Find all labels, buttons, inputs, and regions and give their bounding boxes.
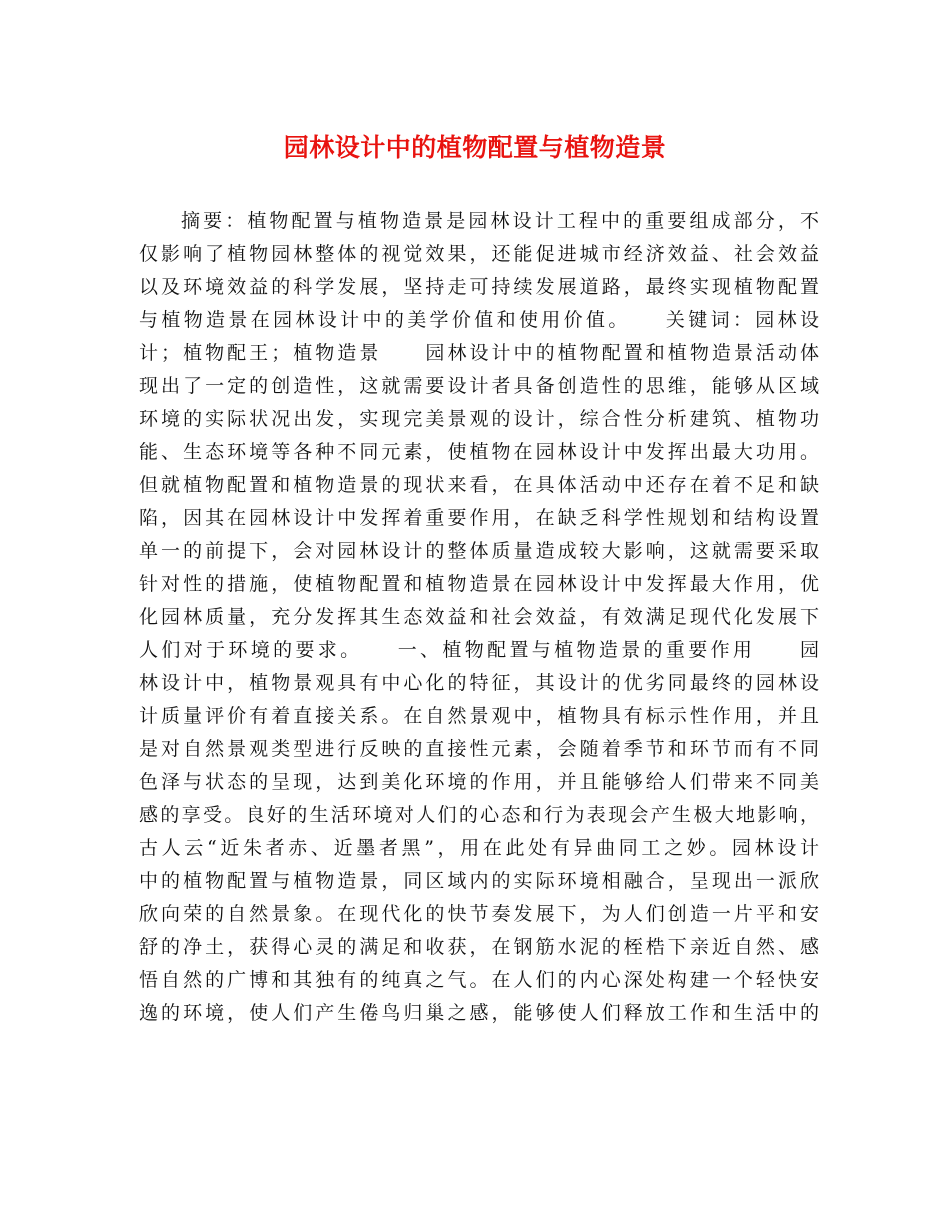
body-line: 摘要：植物配置与植物造景是园林设计工程中的重要组成部分，不 [181,210,819,232]
body-line: 陷，因其在园林设计中发挥着重要作用，在缺乏科学性规划和结构设置 [139,507,819,529]
body-line: 计；植物配王；植物造景 园林设计中的植物配置和植物造景活动体 [139,342,819,364]
body-line: 中的植物配置与植物造景，同区域内的实际环境相融合，呈现出一派欣 [139,870,819,892]
body-line: 是对自然景观类型进行反映的直接性元素，会随着季节和环节而有不同 [139,738,819,760]
body-line: 逸的环境，使人们产生倦鸟归巢之感，能够使人们释放工作和生活中的 [139,1002,819,1024]
body-line: 悟自然的广博和其独有的纯真之气。在人们的内心深处构建一个轻快安 [139,969,819,991]
body-line: 能、生态环境等各种不同元素，使植物在园林设计中发挥出最大功用。 [139,441,819,463]
body-line: 环境的实际状况出发，实现完美景观的设计，综合性分析建筑、植物功 [139,408,819,430]
body-line: 但就植物配置和植物造景的现状来看，在具体活动中还存在着不足和缺 [139,474,819,496]
body-line: 针对性的措施，使植物配置和植物造景在园林设计中发挥最大作用，优 [139,573,819,595]
body-line: 化园林质量，充分发挥其生态效益和社会效益，有效满足现代化发展下 [139,606,819,628]
body-line: 舒的净土，获得心灵的满足和收获，在钢筋水泥的桎梏下亲近自然、感 [139,936,819,958]
body-line: 单一的前提下，会对园林设计的整体质量造成较大影响，这就需要采取 [139,540,819,562]
document-title: 园林设计中的植物配置与植物造景 [283,133,667,162]
document-body [139,205,819,1030]
body-line: 以及环境效益的科学发展，坚持走可持续发展道路，最终实现植物配置 [139,276,819,298]
body-line: 欣向荣的自然景象。在现代化的快节奏发展下，为人们创造一片平和安 [139,903,819,925]
body-line: 计质量评价有着直接关系。在自然景观中，植物具有标示性作用，并且 [139,705,819,727]
body-line: 仅影响了植物园林整体的视觉效果，还能促进城市经济效益、社会效益 [139,243,819,265]
body-line: 古人云“近朱者赤、近墨者黑”，用在此处有异曲同工之妙。园林设计 [139,837,819,859]
body-line: 现出了一定的创造性，这就需要设计者具备创造性的思维，能够从区域 [139,375,819,397]
body-line: 感的享受。良好的生活环境对人们的心态和行为表现会产生极大地影响， [139,804,819,826]
body-line: 色泽与状态的呈现，达到美化环境的作用，并且能够给人们带来不同美 [139,771,819,793]
body-line: 与植物造景在园林设计中的美学价值和使用价值。 关键词：园林设 [139,309,819,331]
body-line: 人们对于环境的要求。 一、植物配置与植物造景的重要作用 园 [139,639,819,661]
body-line: 林设计中，植物景观具有中心化的特征，其设计的优劣同最终的园林设 [139,672,819,694]
